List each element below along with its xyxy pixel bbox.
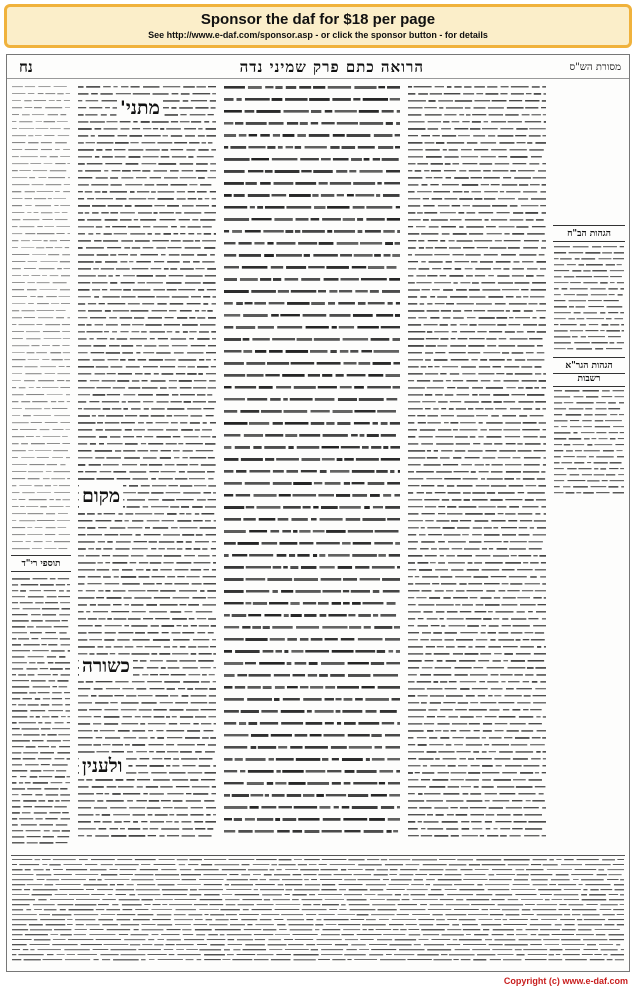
gemara-lines — [223, 83, 401, 843]
rashbatz-box — [553, 371, 625, 387]
page-header-folio: מסורת הש"ס — [569, 62, 621, 73]
talmud-page-scan — [6, 54, 630, 972]
page-header-title: הרואה כתם פרק שמיני נדה — [239, 58, 424, 76]
rashbatz-title: רשבות — [577, 374, 601, 384]
hagahot-habach-lines — [553, 243, 625, 353]
tosfot-rid-lines — [11, 575, 71, 845]
tosafot-lines — [77, 83, 217, 843]
rashbatz-text — [553, 387, 625, 497]
margin-column-left-lines — [11, 83, 71, 553]
rashi-column — [407, 83, 547, 843]
tosfot-rid-text — [11, 575, 71, 845]
sponsor-subtitle: See http://www.e-daf.com/sponsor.asp - or click the sponsor button - for details — [148, 30, 488, 40]
sponsor-title: Sponsor the daf for $18 per page — [200, 11, 436, 28]
hagahot-habach-box — [553, 225, 625, 242]
gemara-column — [223, 83, 401, 843]
copyright-notice: Copyright (c) www.e-daf.com — [503, 976, 628, 986]
margin-column-left — [11, 83, 71, 553]
dibbur-bottom-left: ולענין — [79, 755, 126, 778]
tosafot-column — [77, 83, 217, 843]
dibbur-lower-left: כשורה — [79, 655, 133, 678]
footer-commentary-lines — [11, 856, 625, 963]
page-number: נח — [19, 58, 33, 76]
rashi-lines — [407, 83, 547, 843]
dibbur-middle-left: מקום — [79, 485, 123, 508]
hagahot-hagra-title: הגהות הגר"א — [565, 361, 613, 371]
page-header — [7, 55, 629, 79]
hagahot-habach-text — [553, 243, 625, 353]
sponsor-banner[interactable] — [4, 4, 632, 48]
tosfot-rid-title: תוספי רי"ד — [21, 559, 61, 569]
hagahot-habach-title: הגהות הב"ח — [567, 229, 611, 239]
tosfot-rid-box — [11, 555, 71, 572]
rashbatz-lines — [553, 387, 625, 497]
dibbur-top-left: מתני' — [117, 97, 163, 120]
footer-commentary — [11, 855, 625, 963]
